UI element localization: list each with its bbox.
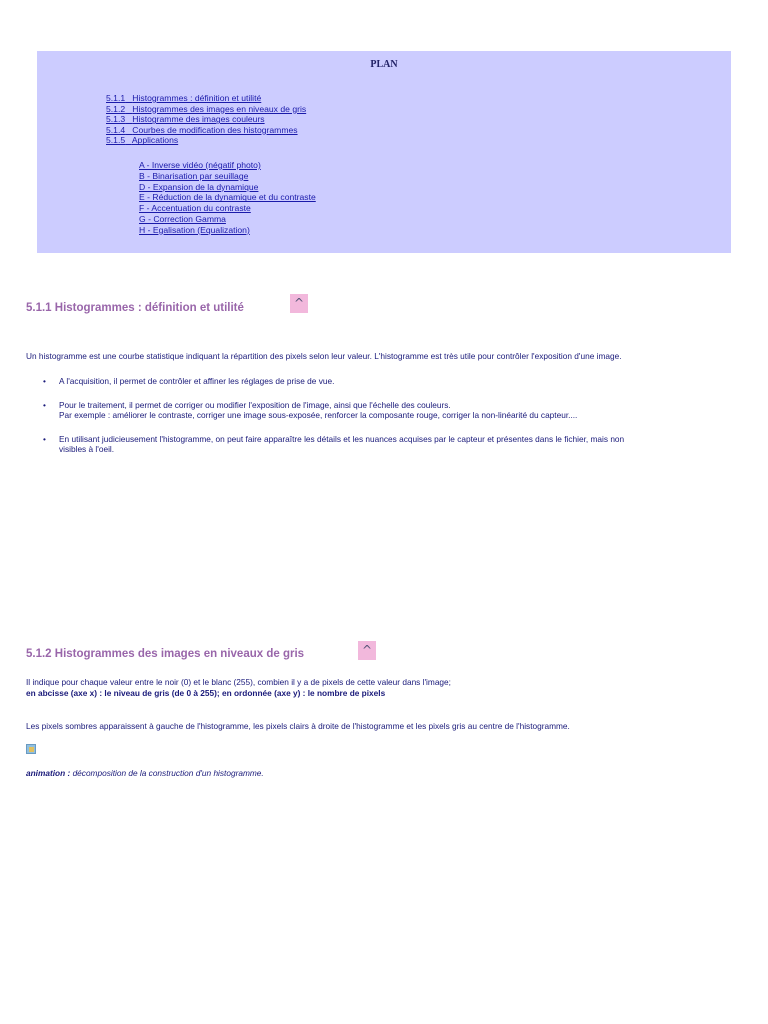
toc-link-5-1-3[interactable]: 5.1.3 Histogramme des images couleurs: [106, 114, 265, 125]
bullet-text-cont: Par exemple : améliorer le contraste, corriger une image sous-exposée, renforcer la composante rouge, corriger la non-linéarité du capteur....: [59, 410, 578, 420]
animation-text: décomposition de la construction d'un histogramme.: [70, 768, 264, 778]
toc-item[interactable]: [106, 135, 306, 146]
sub-toc-item[interactable]: [139, 192, 316, 203]
bullet-icon: •: [43, 376, 46, 386]
section2-line1: Il indique pour chaque valeur entre le noir (0) et le blanc (255), combien il y a de pixels de cette valeur dans l'image;: [26, 677, 451, 687]
section2-axes: en abcisse (axe x) : le niveau de gris (de 0 à 255); en ordonnée (axe y) : le nombre de pixels: [26, 688, 386, 698]
sub-toc-item[interactable]: [139, 203, 316, 214]
toc-link-5-1-1[interactable]: 5.1.1 Histogrammes : définition et utilité: [106, 93, 262, 103]
section1-bullets: [26, 376, 726, 468]
toc-link-5-1-4[interactable]: 5.1.4 Courbes de modification des histogrammes: [106, 124, 298, 135]
sub-toc-link-e[interactable]: E - Réduction de la dynamique et du contraste: [139, 192, 316, 203]
back-to-top-button[interactable]: [290, 294, 308, 313]
plan-toc: [106, 93, 306, 146]
bullet-text-cont: visibles à l'oeil.: [59, 444, 115, 454]
animation-label: animation :: [26, 768, 71, 778]
bullet-icon: •: [43, 399, 46, 410]
sub-toc-item[interactable]: [139, 225, 316, 236]
sub-toc-link-h[interactable]: H - Egalisation (Equalization): [139, 224, 250, 235]
back-to-top-button[interactable]: [358, 641, 376, 660]
bullet-item: [26, 434, 726, 455]
sub-toc-item[interactable]: [139, 182, 316, 193]
toc-link-5-1-2[interactable]: 5.1.2 Histogrammes des images en niveaux de gris: [106, 103, 307, 114]
caret-up-icon: ^: [361, 643, 373, 657]
sub-toc-link-d[interactable]: D - Expansion de la dynamique: [139, 181, 259, 192]
sub-toc-item[interactable]: [139, 214, 316, 225]
bullet-icon: •: [43, 433, 46, 444]
bullet-text: A l'acquisition, il permet de contrôler et affiner les réglages de prise de vue.: [59, 376, 335, 386]
caret-up-icon: ^: [293, 296, 305, 310]
sub-toc-link-a[interactable]: A - Inverse vidéo (négatif photo): [139, 160, 261, 170]
section-title-5-1-2: 5.1.2 Histogrammes des images en niveaux de gris: [26, 648, 305, 660]
animation-image-icon[interactable]: [26, 744, 36, 754]
section1-intro: Un histogramme est une courbe statistique indiquant la répartition des pixels selon leur valeur. L'histogramme est très utile pour contrôler l'exposition d'une image.: [26, 351, 622, 361]
toc-item[interactable]: [106, 125, 306, 136]
bullet-item: [26, 376, 726, 387]
toc-link-5-1-5[interactable]: 5.1.5 Applications: [106, 135, 179, 146]
sub-toc-link-f[interactable]: F - Accentuation du contraste: [139, 203, 251, 214]
toc-item[interactable]: [106, 93, 306, 104]
toc-item[interactable]: [106, 104, 306, 115]
bullet-text: En utilisant judicieusement l'histogramme, on peut faire apparaître les détails et les nuances acquises par le capteur et présentes dans le fichier, mais non: [59, 433, 625, 444]
plan-sub-toc: [139, 160, 316, 236]
section-title-5-1-1: 5.1.1 Histogrammes : définition et utilité: [26, 302, 244, 314]
plan-box: [37, 51, 731, 253]
plan-title: PLAN: [370, 59, 398, 70]
sub-toc-link-g[interactable]: G - Correction Gamma: [139, 213, 226, 224]
sub-toc-item[interactable]: [139, 171, 316, 182]
sub-toc-item[interactable]: [139, 160, 316, 171]
animation-caption: [26, 768, 264, 778]
bullet-text: Pour le traitement, il permet de corriger ou modifier l'exposition de l'image, ainsi que l'échelle des couleurs.: [59, 399, 451, 410]
section2-line3: Les pixels sombres apparaissent à gauche de l'histogramme, les pixels clairs à droite de l'histogramme et les pixels gris au centre de l'histogramme.: [26, 721, 570, 731]
bullet-item: [26, 400, 726, 421]
sub-toc-link-b[interactable]: B - Binarisation par seuillage: [139, 170, 249, 181]
toc-item[interactable]: [106, 114, 306, 125]
